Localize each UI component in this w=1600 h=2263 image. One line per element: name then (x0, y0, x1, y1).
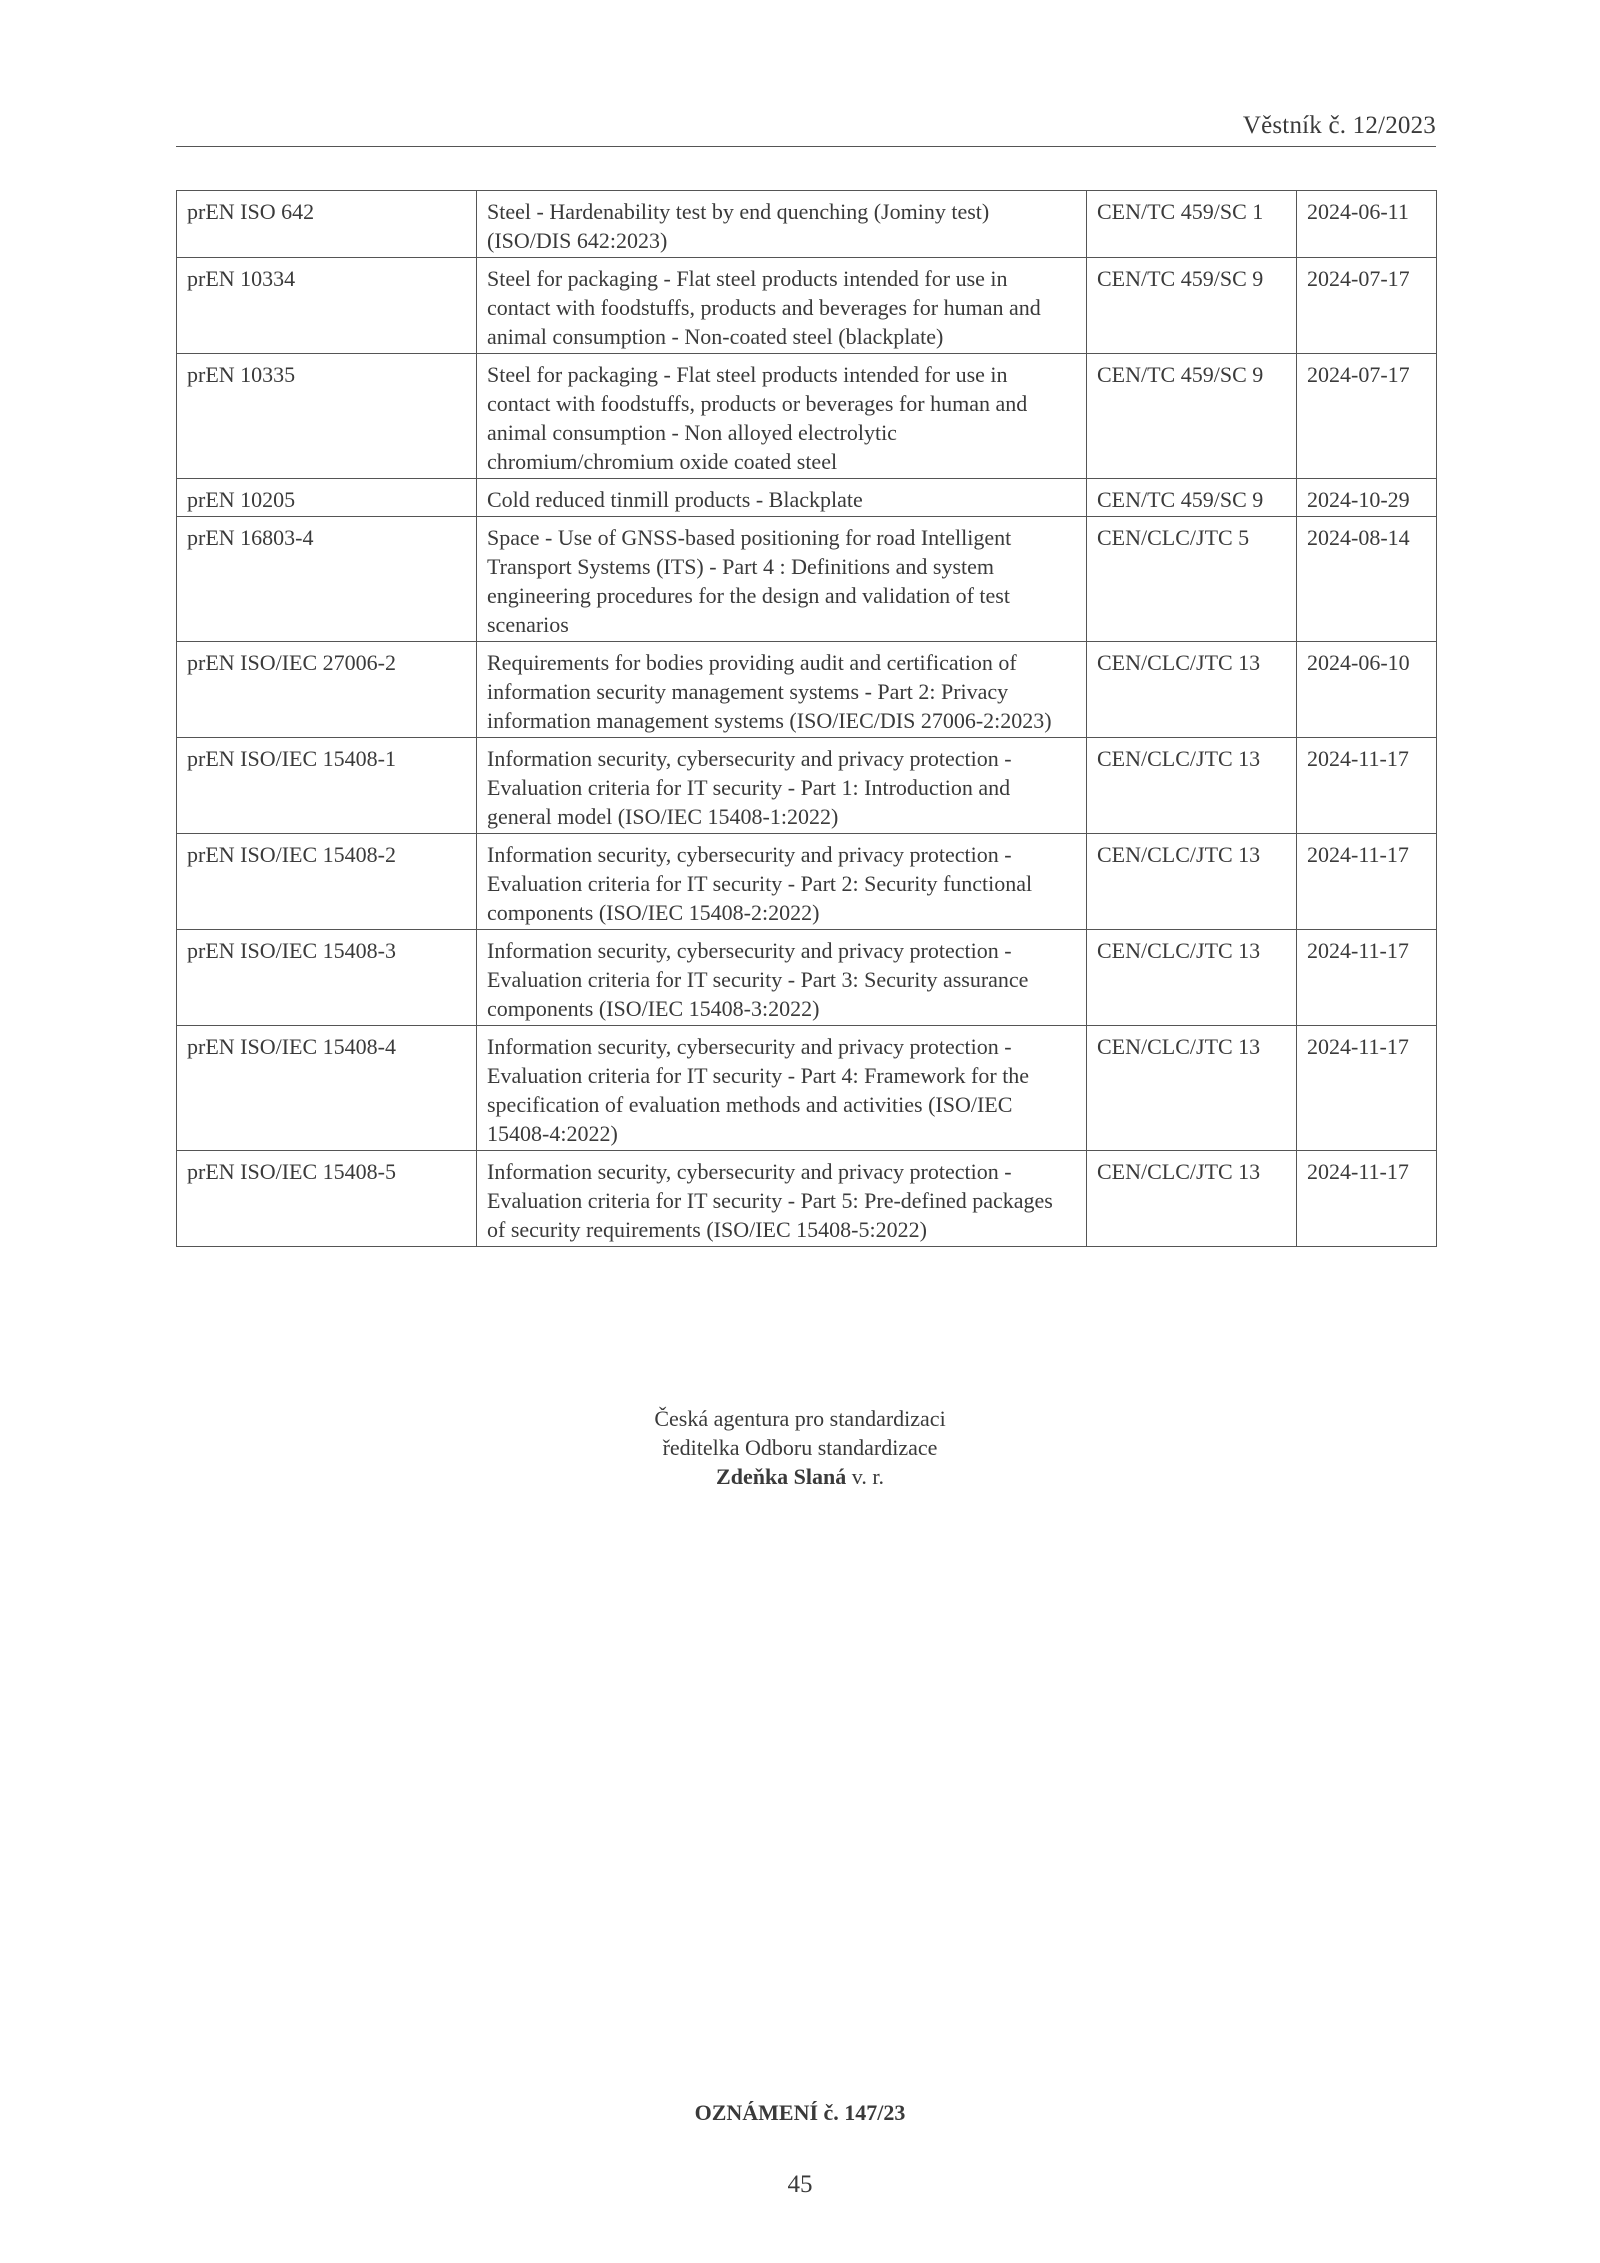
technical-committee: CEN/TC 459/SC 9 (1087, 479, 1297, 517)
deadline-date: 2024-06-11 (1297, 191, 1437, 258)
standard-code: prEN ISO/IEC 15408-2 (177, 834, 477, 930)
signatory-name: Zdeňka Slaná (716, 1464, 847, 1489)
technical-committee: CEN/CLC/JTC 13 (1087, 642, 1297, 738)
standard-title: Information security, cybersecurity and privacy protection - Evaluation criteria for IT security - Part 5: Pre-defined packages of security requirements (ISO/IEC 15408-5:2022) (477, 1151, 1087, 1247)
deadline-date: 2024-10-29 (1297, 479, 1437, 517)
deadline-date: 2024-06-10 (1297, 642, 1437, 738)
technical-committee: CEN/CLC/JTC 13 (1087, 1026, 1297, 1151)
deadline-date: 2024-07-17 (1297, 354, 1437, 479)
standard-title: Information security, cybersecurity and privacy protection - Evaluation criteria for IT security - Part 1: Introduction and general model (ISO/IEC 15408-1:2022) (477, 738, 1087, 834)
standard-code: prEN ISO 642 (177, 191, 477, 258)
table-row (177, 479, 1437, 517)
table-row (177, 258, 1437, 354)
signatory-suffix: v. r. (846, 1464, 884, 1489)
deadline-date: 2024-07-17 (1297, 258, 1437, 354)
table-row (177, 642, 1437, 738)
deadline-date: 2024-11-17 (1297, 930, 1437, 1026)
standard-title: Cold reduced tinmill products - Blackplate (477, 479, 1087, 517)
deadline-date: 2024-11-17 (1297, 1151, 1437, 1247)
standard-title: Steel for packaging - Flat steel products intended for use in contact with foodstuffs, products and beverages for human and animal consumption - Non-coated steel (blackplate) (477, 258, 1087, 354)
table-row (177, 930, 1437, 1026)
standards-table (176, 190, 1437, 1247)
deadline-date: 2024-11-17 (1297, 834, 1437, 930)
technical-committee: CEN/TC 459/SC 1 (1087, 191, 1297, 258)
standard-code: prEN ISO/IEC 27006-2 (177, 642, 477, 738)
table-row (177, 354, 1437, 479)
standard-title: Requirements for bodies providing audit and certification of information security management systems - Part 2: Privacy information management systems (ISO/IEC/DIS 27006-2:2023) (477, 642, 1087, 738)
technical-committee: CEN/CLC/JTC 13 (1087, 834, 1297, 930)
table-row (177, 1026, 1437, 1151)
announcement-heading: OZNÁMENÍ č. 147/23 (694, 2100, 906, 2125)
standard-code: prEN 10205 (177, 479, 477, 517)
signatory-role: ředitelka Odboru standardizace (662, 1435, 938, 1460)
technical-committee: CEN/CLC/JTC 13 (1087, 930, 1297, 1026)
standard-title: Information security, cybersecurity and privacy protection - Evaluation criteria for IT security - Part 4: Framework for the specification of evaluation methods and activities (ISO/IEC 15408-4:2022) (477, 1026, 1087, 1151)
technical-committee: CEN/CLC/JTC 13 (1087, 738, 1297, 834)
signature-block (0, 1404, 1600, 1491)
standard-title: Steel - Hardenability test by end quenching (Jominy test) (ISO/DIS 642:2023) (477, 191, 1087, 258)
standard-code: prEN ISO/IEC 15408-3 (177, 930, 477, 1026)
standard-title: Space - Use of GNSS-based positioning for road Intelligent Transport Systems (ITS) - Part 4 : Definitions and system engineering procedures for the design and validation of test scenarios (477, 517, 1087, 642)
standard-code: prEN 10334 (177, 258, 477, 354)
standard-title: Information security, cybersecurity and privacy protection - Evaluation criteria for IT security - Part 2: Security functional components (ISO/IEC 15408-2:2022) (477, 834, 1087, 930)
deadline-date: 2024-11-17 (1297, 1026, 1437, 1151)
journal-issue-title: Věstník č. 12/2023 (1242, 112, 1436, 139)
technical-committee: CEN/TC 459/SC 9 (1087, 354, 1297, 479)
standard-title: Information security, cybersecurity and privacy protection - Evaluation criteria for IT security - Part 3: Security assurance components (ISO/IEC 15408-3:2022) (477, 930, 1087, 1026)
standard-code: prEN 16803-4 (177, 517, 477, 642)
deadline-date: 2024-08-14 (1297, 517, 1437, 642)
table-row (177, 1151, 1437, 1247)
technical-committee: CEN/CLC/JTC 13 (1087, 1151, 1297, 1247)
standard-title: Steel for packaging - Flat steel products intended for use in contact with foodstuffs, products or beverages for human and animal consumption - Non alloyed electrolytic chromium/chromium oxide coated steel (477, 354, 1087, 479)
standard-code: prEN ISO/IEC 15408-1 (177, 738, 477, 834)
table-row (177, 517, 1437, 642)
page-number: 45 (787, 2171, 813, 2198)
technical-committee: CEN/TC 459/SC 9 (1087, 258, 1297, 354)
table-row (177, 191, 1437, 258)
deadline-date: 2024-11-17 (1297, 738, 1437, 834)
table-row (177, 738, 1437, 834)
signatory-line (0, 1462, 1600, 1491)
table-row (177, 834, 1437, 930)
agency-name: Česká agentura pro standardizaci (654, 1406, 946, 1431)
technical-committee: CEN/CLC/JTC 5 (1087, 517, 1297, 642)
page-header (176, 108, 1436, 147)
standard-code: prEN 10335 (177, 354, 477, 479)
standard-code: prEN ISO/IEC 15408-5 (177, 1151, 477, 1247)
standard-code: prEN ISO/IEC 15408-4 (177, 1026, 477, 1151)
